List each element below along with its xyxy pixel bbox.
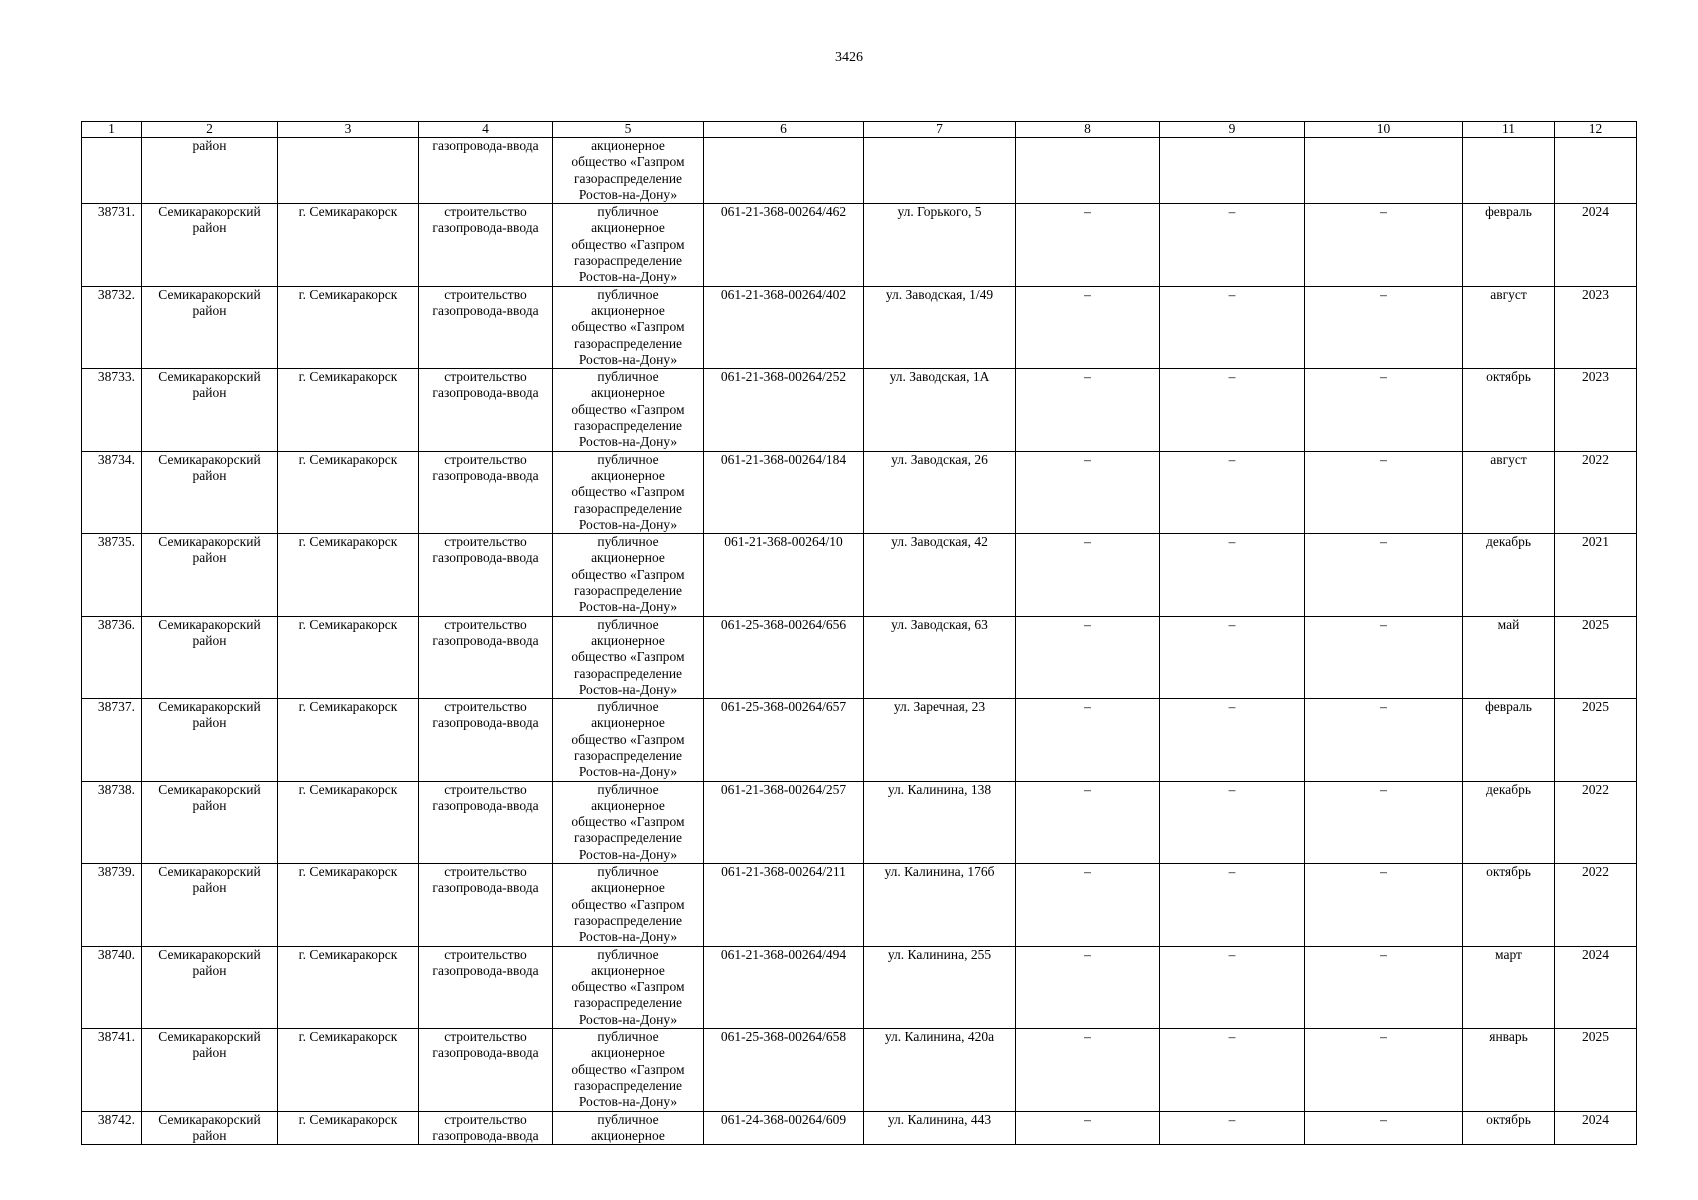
line: район (192, 962, 227, 978)
line: общество «Газпром (571, 979, 685, 995)
line: Семикаракорский (158, 369, 261, 385)
line: газопровода-ввода (432, 385, 539, 401)
line: общество «Газпром (571, 401, 685, 417)
table-row (82, 286, 1637, 368)
continuation-row (82, 138, 1637, 204)
cell-settlement: г. Семикаракорск (278, 534, 419, 616)
cell-code: 061-21-368-00264/10 (704, 534, 864, 616)
table-row (82, 699, 1637, 781)
cell-settlement: г. Семикаракорск (278, 946, 419, 1028)
cell-year: 2021 (1555, 534, 1637, 616)
line: публичное (597, 534, 659, 550)
line: публичное (597, 699, 659, 715)
line: район (192, 220, 227, 236)
line: газораспределение (573, 418, 683, 434)
cell-district (142, 781, 278, 863)
cell-address: ул. Калинина, 176б (864, 864, 1016, 946)
line: Ростов-на-Дону» (578, 764, 678, 780)
cell-c10: – (1305, 946, 1463, 1028)
line: акционерное (591, 715, 665, 731)
line: строительство (444, 946, 527, 962)
column-header: 2 (142, 122, 278, 138)
line: газопровода-ввода (432, 550, 539, 566)
line: район (192, 632, 227, 648)
table-row (82, 534, 1637, 616)
cell-code (704, 138, 864, 204)
cell-c9: – (1160, 369, 1305, 451)
line: Ростов-на-Дону» (578, 516, 678, 532)
line: акционерное (591, 880, 665, 896)
line: строительство (444, 781, 527, 797)
cell-c10: – (1305, 1029, 1463, 1111)
cell-num: 38732. (82, 286, 142, 368)
cell-year: 2025 (1555, 1029, 1637, 1111)
cell-settlement: г. Семикаракорск (278, 781, 419, 863)
page-number: 3426 (835, 50, 863, 65)
line: Семикаракорский (158, 534, 261, 550)
cell-code: 061-21-368-00264/211 (704, 864, 864, 946)
line: газопровода-ввода (432, 1127, 539, 1143)
cell-c9 (1160, 138, 1305, 204)
table-row (82, 781, 1637, 863)
cell-work-type (419, 1111, 553, 1145)
line: газораспределение (573, 912, 683, 928)
cell-year: 2022 (1555, 451, 1637, 533)
cell-operator (553, 699, 704, 781)
cell-month: февраль (1463, 204, 1555, 286)
line: общество «Газпром (571, 649, 685, 665)
line: общество «Газпром (571, 566, 685, 582)
cell-c9: – (1160, 204, 1305, 286)
cell-address: ул. Заводская, 1/49 (864, 286, 1016, 368)
line: газопровода-ввода (432, 797, 539, 813)
column-header: 5 (553, 122, 704, 138)
cell-num: 38735. (82, 534, 142, 616)
cell-c9: – (1160, 1029, 1305, 1111)
line: газопровода-ввода (432, 467, 539, 483)
cell-c9: – (1160, 286, 1305, 368)
cell-year: 2025 (1555, 616, 1637, 698)
cell-year: 2022 (1555, 864, 1637, 946)
line: газопровода-ввода (432, 632, 539, 648)
cell-num: 38734. (82, 451, 142, 533)
line: Семикаракорский (158, 451, 261, 467)
cell-operator (553, 616, 704, 698)
line: газораспределение (573, 830, 683, 846)
cell-year (1555, 138, 1637, 204)
cell-c10: – (1305, 369, 1463, 451)
line: Семикаракорский (158, 946, 261, 962)
cell-c10: – (1305, 204, 1463, 286)
line: газораспределение (573, 747, 683, 763)
cell-settlement: г. Семикаракорск (278, 369, 419, 451)
cell-year: 2024 (1555, 204, 1637, 286)
cell-c8: – (1016, 286, 1160, 368)
cell-c8: – (1016, 699, 1160, 781)
cell-num: 38737. (82, 699, 142, 781)
line: строительство (444, 369, 527, 385)
line: газопровода-ввода (432, 880, 539, 896)
line: район (192, 302, 227, 318)
operator-line: Ростов-на-Дону» (578, 186, 678, 202)
line: Ростов-на-Дону» (578, 929, 678, 945)
column-header: 7 (864, 122, 1016, 138)
cell-work-type (419, 864, 553, 946)
line: акционерное (591, 1045, 665, 1061)
cell-settlement: г. Семикаракорск (278, 1029, 419, 1111)
cell-address: ул. Калинина, 255 (864, 946, 1016, 1028)
cell-settlement: г. Семикаракорск (278, 1111, 419, 1145)
cell-c8: – (1016, 946, 1160, 1028)
line: Семикаракорский (158, 1029, 261, 1045)
line: акционерное (591, 302, 665, 318)
line: общество «Газпром (571, 319, 685, 335)
cell-month: декабрь (1463, 781, 1555, 863)
cell-operator (553, 1029, 704, 1111)
line: строительство (444, 699, 527, 715)
line: публичное (597, 946, 659, 962)
cell-work-type (419, 781, 553, 863)
cell-c9: – (1160, 616, 1305, 698)
cell-c9: – (1160, 534, 1305, 616)
cell-month: февраль (1463, 699, 1555, 781)
cell-c9: – (1160, 946, 1305, 1028)
line: публичное (597, 1111, 659, 1127)
line: газопровода-ввода (432, 220, 539, 236)
line: газораспределение (573, 253, 683, 269)
line: район (192, 1045, 227, 1061)
cell-c10: – (1305, 451, 1463, 533)
line: Ростов-на-Дону» (578, 434, 678, 450)
cell-work-type (419, 616, 553, 698)
column-header: 11 (1463, 122, 1555, 138)
cell-num: 38742. (82, 1111, 142, 1145)
line: строительство (444, 1029, 527, 1045)
cell-c10: – (1305, 534, 1463, 616)
table-row (82, 864, 1637, 946)
cell-c10: – (1305, 1111, 1463, 1145)
cell-c8: – (1016, 864, 1160, 946)
cell-address (864, 138, 1016, 204)
cell-c9: – (1160, 1111, 1305, 1145)
line: строительство (444, 204, 527, 220)
cell-settlement: г. Семикаракорск (278, 864, 419, 946)
line: Ростов-на-Дону» (578, 1094, 678, 1110)
cell-c9: – (1160, 781, 1305, 863)
column-header: 10 (1305, 122, 1463, 138)
cell-month: октябрь (1463, 1111, 1555, 1145)
line: Ростов-на-Дону» (578, 681, 678, 697)
cell-settlement: г. Семикаракорск (278, 699, 419, 781)
cell-num (82, 138, 142, 204)
cell-c8: – (1016, 1111, 1160, 1145)
cell-c9: – (1160, 451, 1305, 533)
line: публичное (597, 781, 659, 797)
line: Семикаракорский (158, 204, 261, 220)
cell-code: 061-21-368-00264/494 (704, 946, 864, 1028)
line: строительство (444, 616, 527, 632)
line: Ростов-на-Дону» (578, 351, 678, 367)
cell-code: 061-21-368-00264/402 (704, 286, 864, 368)
cell-district (142, 534, 278, 616)
cell-work-type (419, 369, 553, 451)
line: строительство (444, 451, 527, 467)
cell-year: 2023 (1555, 286, 1637, 368)
line: Семикаракорский (158, 699, 261, 715)
cell-num: 38741. (82, 1029, 142, 1111)
cell-address: ул. Калинина, 138 (864, 781, 1016, 863)
cell-code: 061-25-368-00264/658 (704, 1029, 864, 1111)
cell-num: 38731. (82, 204, 142, 286)
cell-operator (553, 864, 704, 946)
cell-month: август (1463, 451, 1555, 533)
line: публичное (597, 204, 659, 220)
line: строительство (444, 1111, 527, 1127)
cell-month: май (1463, 616, 1555, 698)
cell-work-type (419, 286, 553, 368)
cell-district: район (142, 138, 278, 204)
line: акционерное (591, 385, 665, 401)
table-body (82, 122, 1637, 1145)
table-row (82, 1111, 1637, 1145)
line: акционерное (591, 550, 665, 566)
line: район (192, 715, 227, 731)
cell-operator (553, 286, 704, 368)
cell-operator (553, 138, 704, 204)
cell-operator (553, 1111, 704, 1145)
cell-code: 061-21-368-00264/252 (704, 369, 864, 451)
cell-operator (553, 534, 704, 616)
cell-settlement: г. Семикаракорск (278, 286, 419, 368)
cell-address: ул. Заводская, 42 (864, 534, 1016, 616)
table-row (82, 946, 1637, 1028)
cell-work-type (419, 204, 553, 286)
cell-c10: – (1305, 286, 1463, 368)
cell-work-type: газопровода-ввода (419, 138, 553, 204)
operator-line: акционерное (591, 138, 665, 153)
line: район (192, 797, 227, 813)
table-row (82, 1029, 1637, 1111)
line: газопровода-ввода (432, 302, 539, 318)
cell-c10: – (1305, 781, 1463, 863)
registry-table (81, 121, 1637, 1145)
cell-operator (553, 451, 704, 533)
cell-num: 38736. (82, 616, 142, 698)
cell-address: ул. Горького, 5 (864, 204, 1016, 286)
cell-month (1463, 138, 1555, 204)
cell-address: ул. Калинина, 420а (864, 1029, 1016, 1111)
line: Семикаракорский (158, 864, 261, 880)
cell-month: октябрь (1463, 369, 1555, 451)
column-header: 9 (1160, 122, 1305, 138)
cell-operator (553, 369, 704, 451)
column-header: 3 (278, 122, 419, 138)
column-header: 6 (704, 122, 864, 138)
line: район (192, 550, 227, 566)
cell-c8: – (1016, 369, 1160, 451)
column-header: 4 (419, 122, 553, 138)
cell-c10: – (1305, 864, 1463, 946)
table-row (82, 204, 1637, 286)
cell-year: 2023 (1555, 369, 1637, 451)
line: акционерное (591, 962, 665, 978)
line: район (192, 880, 227, 896)
line: акционерное (591, 220, 665, 236)
cell-num: 38740. (82, 946, 142, 1028)
cell-address: ул. Заводская, 26 (864, 451, 1016, 533)
cell-work-type (419, 1029, 553, 1111)
line: Ростов-на-Дону» (578, 269, 678, 285)
cell-work-type (419, 699, 553, 781)
cell-code: 061-24-368-00264/609 (704, 1111, 864, 1145)
cell-c10 (1305, 138, 1463, 204)
line: публичное (597, 616, 659, 632)
cell-c10: – (1305, 616, 1463, 698)
cell-c8: – (1016, 534, 1160, 616)
cell-address: ул. Калинина, 443 (864, 1111, 1016, 1145)
cell-year: 2022 (1555, 781, 1637, 863)
cell-district (142, 1029, 278, 1111)
cell-year: 2024 (1555, 946, 1637, 1028)
cell-district (142, 616, 278, 698)
line: общество «Газпром (571, 484, 685, 500)
cell-code: 061-21-368-00264/462 (704, 204, 864, 286)
cell-operator (553, 781, 704, 863)
cell-district (142, 946, 278, 1028)
cell-year: 2025 (1555, 699, 1637, 781)
cell-num: 38738. (82, 781, 142, 863)
cell-code: 061-25-368-00264/656 (704, 616, 864, 698)
cell-settlement: г. Семикаракорск (278, 616, 419, 698)
line: Семикаракорский (158, 286, 261, 302)
line: строительство (444, 286, 527, 302)
cell-address: ул. Заводская, 1А (864, 369, 1016, 451)
cell-address: ул. Заводская, 63 (864, 616, 1016, 698)
cell-settlement: г. Семикаракорск (278, 451, 419, 533)
cell-settlement (278, 138, 419, 204)
line: Семикаракорский (158, 1111, 261, 1127)
line: публичное (597, 286, 659, 302)
line: газораспределение (573, 500, 683, 516)
cell-month: октябрь (1463, 864, 1555, 946)
operator-line: газораспределение (573, 170, 683, 186)
cell-c9: – (1160, 864, 1305, 946)
cell-district (142, 699, 278, 781)
cell-address: ул. Заречная, 23 (864, 699, 1016, 781)
cell-work-type (419, 946, 553, 1028)
cell-num: 38733. (82, 369, 142, 451)
line: общество «Газпром (571, 814, 685, 830)
line: акционерное (591, 632, 665, 648)
cell-work-type (419, 534, 553, 616)
line: Семикаракорский (158, 781, 261, 797)
cell-month: декабрь (1463, 534, 1555, 616)
line: общество «Газпром (571, 731, 685, 747)
line: общество «Газпром (571, 1061, 685, 1077)
line: акционерное (591, 1127, 665, 1143)
cell-district (142, 451, 278, 533)
cell-c8: – (1016, 781, 1160, 863)
cell-c8: – (1016, 204, 1160, 286)
line: район (192, 467, 227, 483)
line: Семикаракорский (158, 616, 261, 632)
cell-code: 061-25-368-00264/657 (704, 699, 864, 781)
line: газораспределение (573, 583, 683, 599)
table-row (82, 369, 1637, 451)
line: публичное (597, 1029, 659, 1045)
line: строительство (444, 864, 527, 880)
line: акционерное (591, 467, 665, 483)
cell-settlement: г. Семикаракорск (278, 204, 419, 286)
operator-line: общество «Газпром (571, 154, 685, 170)
cell-c8 (1016, 138, 1160, 204)
line: Ростов-на-Дону» (578, 599, 678, 615)
column-header: 1 (82, 122, 142, 138)
cell-c8: – (1016, 451, 1160, 533)
line: газораспределение (573, 335, 683, 351)
cell-c8: – (1016, 1029, 1160, 1111)
table-row (82, 616, 1637, 698)
column-header: 12 (1555, 122, 1637, 138)
table-row (82, 451, 1637, 533)
cell-operator (553, 946, 704, 1028)
cell-month: январь (1463, 1029, 1555, 1111)
cell-year: 2024 (1555, 1111, 1637, 1145)
cell-district (142, 286, 278, 368)
cell-c8: – (1016, 616, 1160, 698)
line: публичное (597, 451, 659, 467)
line: строительство (444, 534, 527, 550)
cell-district (142, 1111, 278, 1145)
line: газопровода-ввода (432, 1045, 539, 1061)
cell-month: март (1463, 946, 1555, 1028)
line: район (192, 385, 227, 401)
line: общество «Газпром (571, 896, 685, 912)
column-header: 8 (1016, 122, 1160, 138)
cell-district (142, 369, 278, 451)
cell-operator (553, 204, 704, 286)
cell-c10: – (1305, 699, 1463, 781)
column-number-row (82, 122, 1637, 138)
line: Ростов-на-Дону» (578, 846, 678, 862)
cell-c9: – (1160, 699, 1305, 781)
cell-num: 38739. (82, 864, 142, 946)
line: газопровода-ввода (432, 962, 539, 978)
line: публичное (597, 864, 659, 880)
line: общество «Газпром (571, 236, 685, 252)
line: Ростов-на-Дону» (578, 1011, 678, 1027)
cell-district (142, 204, 278, 286)
line: публичное (597, 369, 659, 385)
cell-code: 061-21-368-00264/257 (704, 781, 864, 863)
line: район (192, 1127, 227, 1143)
cell-code: 061-21-368-00264/184 (704, 451, 864, 533)
cell-work-type (419, 451, 553, 533)
line: газораспределение (573, 1077, 683, 1093)
cell-month: август (1463, 286, 1555, 368)
cell-district (142, 864, 278, 946)
line: газораспределение (573, 665, 683, 681)
line: акционерное (591, 797, 665, 813)
line: газораспределение (573, 995, 683, 1011)
line: газопровода-ввода (432, 715, 539, 731)
